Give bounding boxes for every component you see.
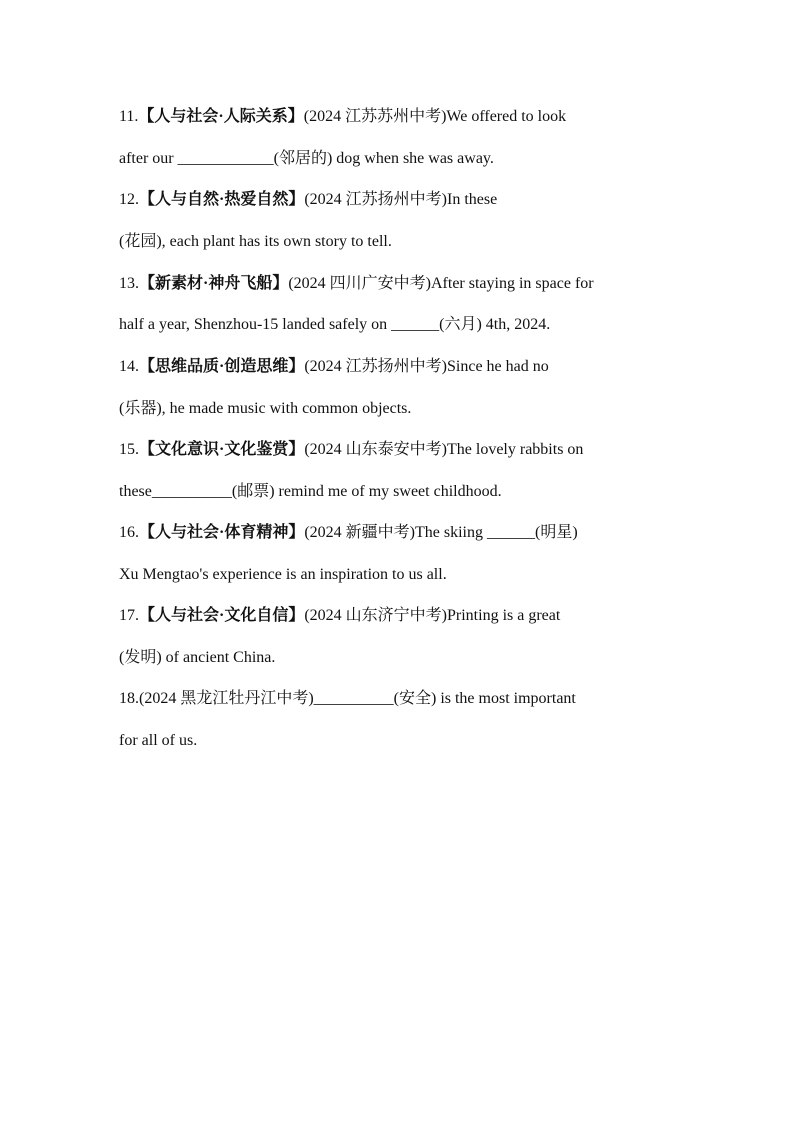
question-text: (2024 新疆中考)The skiing ______(明星) bbox=[304, 524, 578, 541]
question-tag: 【思维品质·创造思维】 bbox=[139, 358, 305, 375]
question-number: 11. bbox=[119, 108, 139, 125]
question-number: 12. bbox=[119, 191, 139, 208]
question-text: (2024 山东济宁中考)Printing is a great bbox=[304, 607, 561, 624]
question-text: (2024 江苏扬州中考)Since he had no bbox=[304, 358, 549, 375]
question-number: 17. bbox=[119, 607, 139, 624]
question-12-line-2 bbox=[119, 230, 392, 254]
question-text: for all of us. bbox=[119, 732, 198, 749]
question-text: after our ____________(邻居的) dog when she was away. bbox=[119, 150, 494, 167]
question-tag: 【人与社会·人际关系】 bbox=[138, 108, 304, 125]
question-number: 15. bbox=[119, 441, 139, 458]
question-14-line-2 bbox=[119, 397, 411, 421]
question-text: (2024 江苏苏州中考)We offered to look bbox=[303, 108, 567, 125]
question-number: 16. bbox=[119, 524, 139, 541]
question-text: half a year, Shenzhou-15 landed safely on ______(六月) 4th, 2024. bbox=[119, 316, 551, 333]
question-12-line-1 bbox=[119, 188, 497, 212]
question-tag: 【人与自然·热爱自然】 bbox=[139, 191, 305, 208]
question-text: these__________(邮票) remind me of my sweet childhood. bbox=[119, 483, 502, 500]
question-tag: 【文化意识·文化鉴赏】 bbox=[139, 441, 305, 458]
question-number: 13. bbox=[119, 275, 139, 292]
question-text: Xu Mengtao's experience is an inspiration to us all. bbox=[119, 566, 447, 583]
question-11-line-2 bbox=[119, 147, 494, 171]
question-text: (花园), each plant has its own story to tell. bbox=[119, 233, 392, 250]
question-15-line-2 bbox=[119, 480, 502, 504]
question-16-line-2 bbox=[119, 563, 447, 587]
question-text: (2024 黑龙江牡丹江中考)__________(安全) is the most important bbox=[139, 690, 576, 707]
question-13-line-2 bbox=[119, 313, 550, 337]
question-tag: 【人与社会·体育精神】 bbox=[139, 524, 305, 541]
question-17-line-1 bbox=[119, 604, 560, 628]
question-13-line-1 bbox=[119, 272, 594, 296]
question-text: (2024 四川广安中考)After staying in space for bbox=[288, 275, 594, 292]
question-15-line-1 bbox=[119, 438, 583, 462]
question-14-line-1 bbox=[119, 355, 549, 379]
question-text: (发明) of ancient China. bbox=[119, 649, 276, 666]
question-11-line-1 bbox=[119, 105, 566, 129]
question-tag: 【新素材·神舟飞船】 bbox=[139, 275, 289, 292]
question-16-line-1 bbox=[119, 521, 578, 545]
question-number: 18. bbox=[119, 690, 139, 707]
question-18-line-1 bbox=[119, 687, 576, 711]
question-17-line-2 bbox=[119, 646, 275, 670]
question-text: (2024 江苏扬州中考)In these bbox=[304, 191, 498, 208]
question-text: (2024 山东泰安中考)The lovely rabbits on bbox=[304, 441, 584, 458]
question-18-line-2 bbox=[119, 729, 197, 753]
question-number: 14. bbox=[119, 358, 139, 375]
question-text: (乐器), he made music with common objects. bbox=[119, 400, 412, 417]
question-tag: 【人与社会·文化自信】 bbox=[139, 607, 305, 624]
